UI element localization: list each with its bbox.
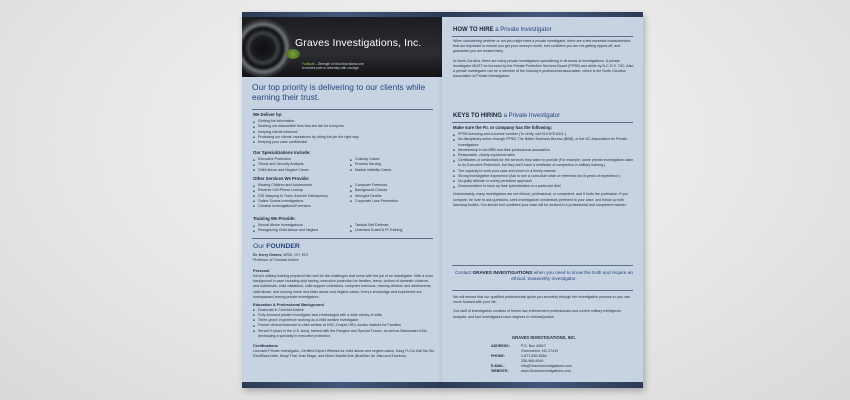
how-to-hire-body <box>453 39 635 80</box>
specializations-heading: Our Specializations Include: <box>253 150 311 155</box>
how-to-hire-section <box>453 26 635 35</box>
keys-heading: Make sure the P.I. or company has the following: <box>453 125 553 130</box>
list-item: ■ Strong investigative experience (Ask to see a curriculum vitae or reference list of years of experience.) <box>453 174 635 179</box>
founder-title: Professor of Criminal Justice <box>253 258 299 263</box>
list-item: ■ GIS Mapping In Track Juvenile Delinquency <box>253 194 350 199</box>
tagline: Our top priority is delivering to our clients while earning their trust. <box>252 82 426 102</box>
list-item: ■ Keeping your case confidential <box>253 140 435 145</box>
founder-name: Dr. Kerry Graves <box>253 253 282 257</box>
address-heading: GRAVES INVESTIGATIONS, INC. <box>511 335 577 340</box>
list-item: ■ No guilty attitude or overly persistent approach <box>453 179 635 184</box>
divider <box>452 265 633 266</box>
education-heading: Education & Professional Background <box>253 302 324 308</box>
founder-label-prefix: Our <box>253 243 265 250</box>
bottom-strip <box>442 382 643 388</box>
list-item: ■ Reverse Cell Phone Lookup <box>253 188 350 193</box>
address-value: 1-877-836-6554 <box>521 354 547 359</box>
list-item: ■ Missing Children and Adolescents <box>253 183 350 188</box>
how-to-hire-title <box>453 26 635 35</box>
list-item: ■ Getting the information <box>253 119 435 124</box>
list-item: ■ Doctorate in Criminal Justice <box>253 308 435 313</box>
deliver-heading: We Deliver by: <box>253 112 283 117</box>
founder-credentials: , MSW, CFI, EDI <box>281 253 308 257</box>
motto-line-2: to endure pain or adversity with courage <box>302 66 359 71</box>
assurance-section <box>453 295 635 321</box>
assure-paragraph-2: Our staff of investigators consists of former law enforcement professionals and current military intelligence analysts, and four investigators have degrees in criminal justice. <box>453 309 622 319</box>
list-item: ■ Keeping clients informed <box>253 130 435 135</box>
address-key: PHONE: <box>491 354 505 359</box>
address-value: www.GravesInvestigations.com <box>521 369 571 374</box>
address-row <box>491 369 574 374</box>
address-value: info@GravesInvestigations.com <box>521 364 572 369</box>
certifications-heading: Certifications <box>253 342 278 348</box>
contact-pre: Contact <box>454 270 473 275</box>
keys-title <box>453 112 635 121</box>
assure-paragraph-1: We will ensure that our qualified professionals guide you smoothly through the investigative process so you can move forward with your life. <box>453 295 630 305</box>
personal-heading: Personal <box>253 268 270 274</box>
how-to-hire-title-rest: a Private Investigator <box>493 27 552 33</box>
brochure-back-panel <box>442 12 643 388</box>
divider <box>252 238 433 239</box>
certifications-text: Licensed Private Investigator, Certified Expert Witness for child abuse and neglect cases, Kang Fu Do Kali Mu Sul Red/Black belts, Muay Thai, Krav Maga, and Mixed Martial Arts (Brazilian Jiu Jitsu and Escrima). <box>253 348 435 358</box>
other-services-heading: Other Services We Provide: <box>253 176 310 181</box>
keys-title-rest: a Private Investigator <box>501 113 560 119</box>
list-item: ■ Threat and Security Analysis <box>253 162 350 167</box>
founder-heading <box>253 242 300 252</box>
other-services-section <box>253 176 435 209</box>
list-item: ■ Former clinical instructor in child welfare at UNC-Chapel Hill's Jordan Institute for Families <box>253 323 435 328</box>
address-value: 336-965-9049 <box>521 359 544 364</box>
how-to-hire-title-bold: HOW TO HIRE <box>453 27 494 33</box>
header-banner <box>242 17 443 77</box>
contact-text <box>453 270 635 282</box>
how-paragraph-2: In North Carolina, there are many private investigators specializing in all areas of investigations. A private investigator MUST be licensed by the Private Protective Services Board (PPSB) and abide by N.C.G.S. 74C. Also, a private investigator can be a member of the industry's professional association, which is the North Carolina Association of Private Investigators. <box>453 58 635 79</box>
list-item: ■ The capacity to work your case and inform in a timely manner <box>453 169 635 174</box>
divider <box>452 36 633 37</box>
list-item: ■ Membership in the BBB and their professional association <box>453 148 635 153</box>
list-item: ■ Marital Infidelity Cases <box>350 168 435 173</box>
founder-section <box>253 253 435 360</box>
list-item: ■ Corporate Loss Prevention <box>350 199 435 204</box>
list-item: ■ PPSB licensing and a license number (To verify, call 919-875-6311.) <box>453 132 635 137</box>
keys-section <box>453 112 635 121</box>
list-item: ■ Unarmed Guard & PI Training <box>350 228 435 233</box>
motto-line-1: – Strength of mind that allows one <box>314 62 364 66</box>
address-key: WEBSITE: <box>491 369 509 374</box>
list-item: ■ Documentation to back up their specialization in a particular field <box>453 184 635 189</box>
list-item: ■ Three-years' experience working as a child welfare investigator <box>253 318 435 323</box>
list-item: ■ Protecting our clients' reputations by doing the job the right way <box>253 135 435 140</box>
how-paragraph-1: When considering whether or not you might need a private investigator, there are a few essential characteristics that are important to ensure you get your money's worth, feel confident you are not getting ripped-off, and guarantee you are treated fairly. <box>453 39 631 54</box>
motto-word: Fortitude <box>302 62 315 66</box>
list-item: ■ No disciplinary action through PPSB, The Better Business Bureau (BBB), or the NC Association for Private Investigators <box>453 137 635 147</box>
list-item: ■ Working out reasonable fees that are fair for everyone <box>253 124 435 129</box>
brochure-front-panel <box>242 12 443 388</box>
keys-closing: Unfortunately, many investigators are not ethical, professional, or competent, and it hurts the profession. If you compare, be sure to ask questions, seek investigators' credentials pertinent to your case, and follow up with licensing bodies. You should feel confident your case will be worked in a professional and competent manner. <box>453 192 629 207</box>
list-item: ■ Certificates or credentials for the services they claim to provide (For example, some private investigators claim to do Executive Protection, but they don't have a certificate of completion or military training.) <box>453 158 635 168</box>
deliver-section <box>253 112 435 145</box>
list-item: ■ Reasonable, clearly explained rates <box>453 153 635 158</box>
address-table <box>491 344 574 374</box>
address-value: Greensboro, NC 27419 <box>521 349 559 354</box>
founder-label: FOUNDER <box>266 243 300 250</box>
divider <box>452 122 633 123</box>
brand-name: Graves Investigations, Inc. <box>295 37 422 49</box>
list-item: ■ Criminal Investigations/Forensics <box>253 204 350 209</box>
list-item: ■ Executive Protection <box>253 157 350 162</box>
motto <box>302 62 422 70</box>
keys-title-bold: KEYS TO HIRING <box>453 113 502 119</box>
contact-post: when you need to know the truth and require an ethical, trustworthy investigator. <box>511 270 634 281</box>
training-heading: Training We Provide: <box>253 216 296 221</box>
list-item: ■ Background Checks <box>350 188 435 193</box>
keys-body <box>453 125 635 209</box>
list-item: ■ Wrongful Deaths <box>350 194 435 199</box>
personal-text: Kerry's military training prepared him well for the challenges that come with the job of an investigator. With a solid background in case including skip tracing, executive protection for families, teens, victims of domestic violence, and individuals, child visitations, child support collections, computer forensics, missing children and adolescents, child abuse, and nursing home and elder abuse and neglect cases, Kerry's knowledge and experience are unsurpassed among private investigators. <box>253 274 433 299</box>
list-item: ■ Online Scams Investigations <box>253 199 350 204</box>
address-key: E-MAIL: <box>491 364 505 369</box>
top-strip <box>442 12 643 17</box>
list-item: ■ Recognizing Child Abuse and Neglect <box>253 228 350 233</box>
list-item: ■ Custody Cases <box>350 157 435 162</box>
camera-lens-icon <box>242 19 292 77</box>
list-item: ■ Computer Forensics <box>350 183 435 188</box>
training-section <box>253 216 435 234</box>
list-item: ■ Fully licensed private investigator and criminologist with a wide variety of skills <box>253 313 435 318</box>
list-item: ■ Process Serving <box>350 162 435 167</box>
contact-bold: GRAVES INVESTIGATIONS <box>472 270 533 275</box>
contact-callout <box>453 270 635 282</box>
address-value: P.O. Box 40817 <box>521 344 546 349</box>
list-item: ■ Child Abuse and Neglect Cases <box>253 168 350 173</box>
list-item: ■ Sexual Abuse Investigations <box>253 223 350 228</box>
list-item: ■ Served 9 years in the U.S. Army, trained with the Rangers and Special Forces, as well as Blackwater USA, developing a specialty in executive protection <box>253 329 435 339</box>
divider <box>252 109 433 110</box>
bottom-strip <box>242 382 443 388</box>
specializations-section <box>253 150 435 173</box>
address-key: ADDRESS: <box>491 344 510 349</box>
divider <box>452 290 633 291</box>
list-item: ■ Tactical Self Defense, <box>350 223 435 228</box>
address-block <box>453 335 635 374</box>
